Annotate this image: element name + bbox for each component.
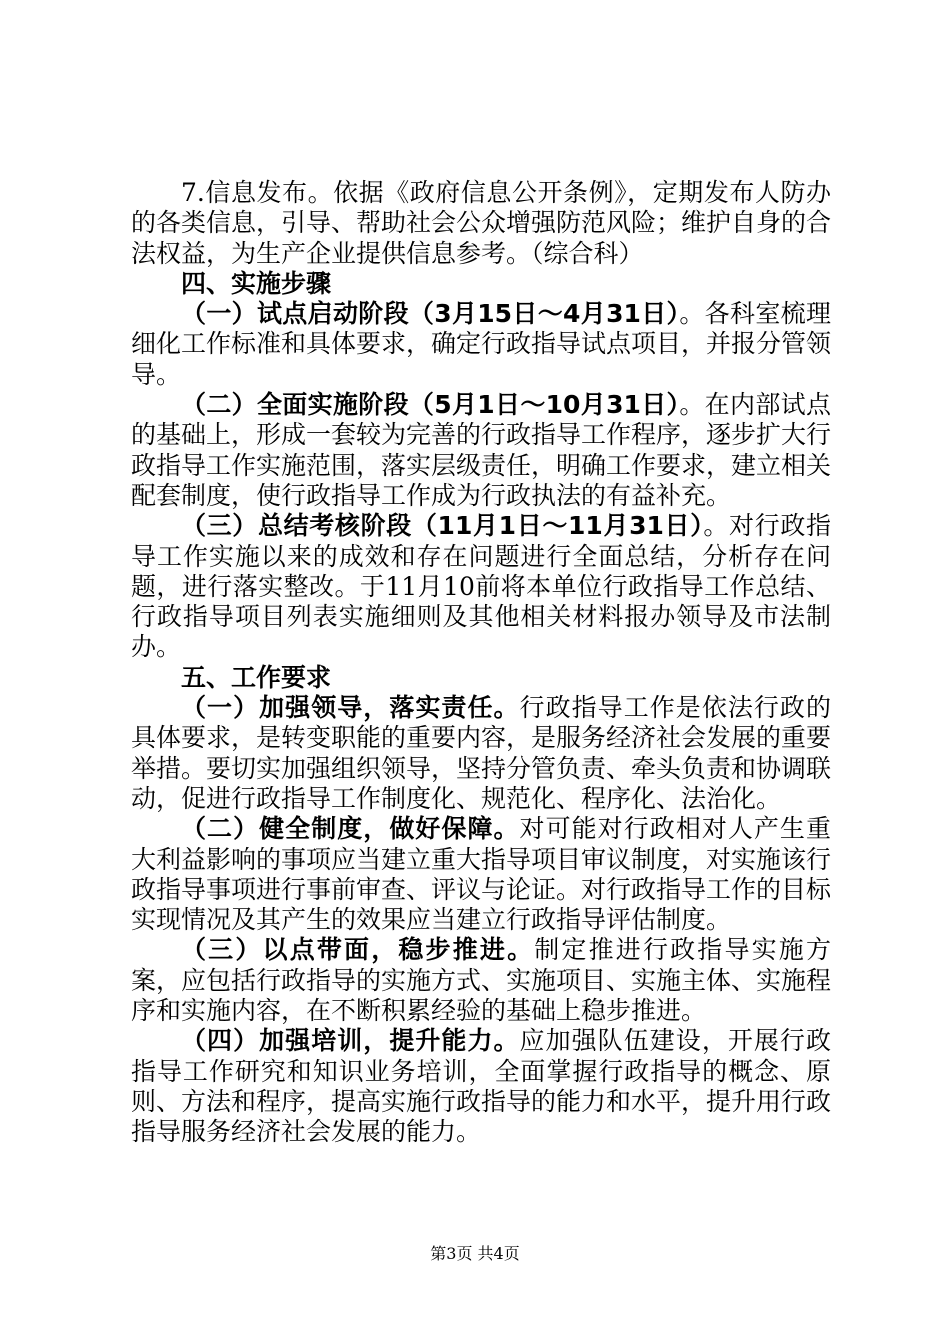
section-heading-work-requirements: 五、工作要求	[181, 662, 332, 692]
paragraph-text: 7.信息发布。依据《政府信息公开条例》，定期发布人防办的各类信息，引导、帮助社会公众增强防范风险；维护自身的合法权益，为生产企业提供信息参考。（综合科）	[131, 178, 832, 268]
paragraph-text: 对可能对行政相对人产生重大利益影响的事项应当建立重大指导项目审议制度，对实施该行政指导事项进行事前审查、评议与论证。对行政指导工作的目标实现情况及其产生的效果应当建立行政指导评估制度。	[131, 814, 832, 935]
paragraph-text: 行政指导工作是依法行政的具体要求，是转变职能的重要内容，是服务经济社会发展的重要举措。要切实加强组织领导，坚持分管负责、牵头负责和协调联动，促进行政指导工作制度化、规范化、程序化、法治化。	[131, 693, 832, 813]
paragraph-text: 制定推进行政指导实施方案，应包括行政指导的实施方式、实施项目、实施主体、实施程序和实施内容，在不断积累经验的基础上稳步推进。	[131, 935, 832, 1026]
paragraph-lead: （一）试点启动阶段（3月15日～4月31日）	[181, 299, 680, 329]
paragraph-lead: （三）总结考核阶段（11月1日～11月31日）	[181, 511, 704, 541]
paragraph-text: 。各科室梳理细化工作标准和具体要求，确定行政指导试点项目，并报分管领导。	[131, 299, 832, 389]
paragraph-steady-progress	[131, 935, 831, 1026]
paragraph-info-release	[131, 178, 831, 269]
paragraph-text: 。对行政指导工作实施以来的成效和存在问题进行全面总结，分析存在问题，进行落实整改。于11月10前将本单位行政指导工作总结、行政指导项目列表实施细则及其他相关材料报办领导及市法制办。	[131, 511, 831, 662]
paragraph-leadership	[131, 693, 831, 814]
section-heading-implementation-steps: 四、实施步骤	[181, 268, 332, 298]
page-number-footer: 第3页 共4页	[430, 1244, 520, 1263]
paragraph-lead: （三）以点带面，稳步推进。	[181, 935, 535, 965]
paragraph-lead: （四）加强培训，提升能力。	[181, 1026, 520, 1056]
paragraph-summary-stage	[131, 511, 831, 662]
paragraph-text: 。在内部试点的基础上，形成一套较为完善的行政指导工作程序，逐步扩大行政指导工作实施范围，落实层级责任，明确工作要求，建立相关配套制度，使行政指导工作成为行政执法的有益补充。	[131, 390, 832, 510]
paragraph-full-implementation-stage	[131, 390, 831, 511]
paragraph-lead: （二）全面实施阶段（5月1日～10月31日）	[181, 390, 680, 420]
paragraph-lead: （二）健全制度，做好保障。	[181, 814, 520, 844]
paragraph-system-guarantee	[131, 814, 831, 935]
paragraph-pilot-stage	[131, 299, 831, 390]
paragraph-text: 应加强队伍建设，开展行政指导工作研究和知识业务培训，全面掌握行政指导的概念、原则、方法和程序，提高实施行政指导的能力和水平，提升用行政指导服务经济社会发展的能力。	[131, 1026, 832, 1147]
document-body	[131, 178, 831, 1148]
paragraph-lead: （一）加强领导，落实责任。	[181, 693, 520, 723]
paragraph-training	[131, 1026, 831, 1147]
